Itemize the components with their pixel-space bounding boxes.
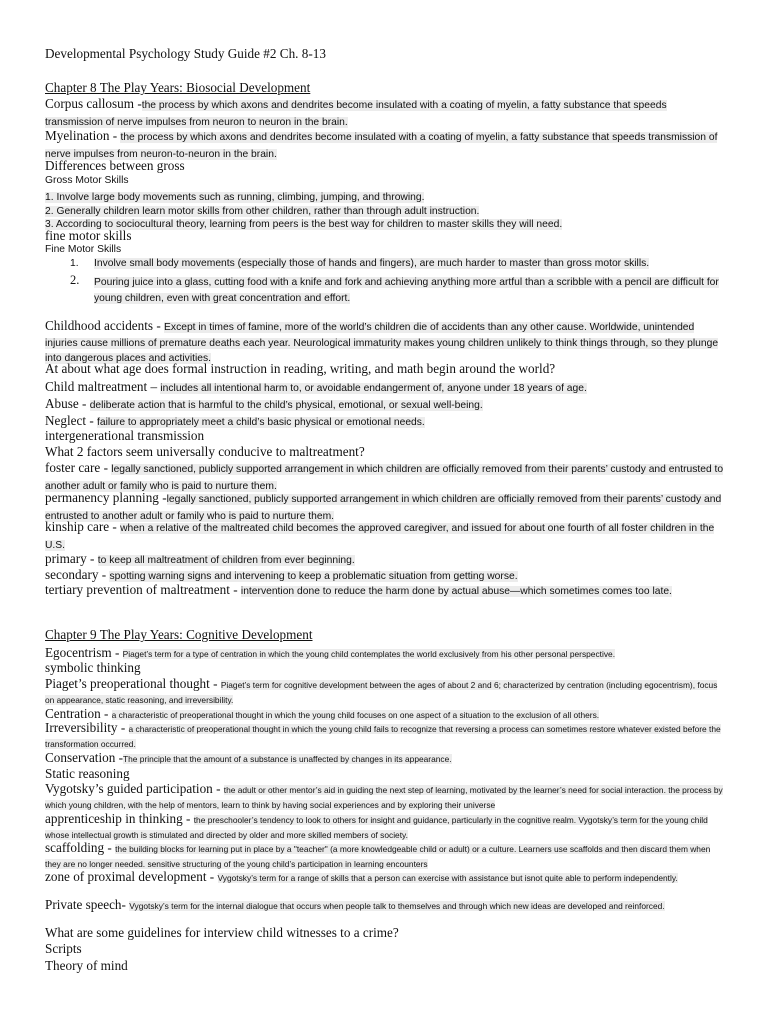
fine-item-2: 2. bbox=[70, 273, 80, 287]
entry-apprenticeship-in-thinking: apprenticeship in thinking - the preschooler’s tendency to look to others for insight and guidance, particularly in the cognitive realm. Vygotsky’s term for the young child whose intellectual growth is stimulated and directed by older and more skilled members of society. bbox=[45, 811, 708, 840]
gross-motor-label: Gross Motor Skills bbox=[45, 175, 129, 186]
fine-motor-heading: fine motor skills bbox=[45, 228, 132, 243]
entry-foster-care: foster care - legally sanctioned, publicly supported arrangement in which children are officially removed from their parents’ custody and entrusted to another adult or family who is paid to nurture them. bbox=[45, 460, 724, 492]
fine-motor-label: Fine Motor Skills bbox=[45, 244, 122, 255]
gross-item-3: 3. According to sociocultural theory, learning from peers is the best way for children to master skills they will need. bbox=[45, 219, 563, 230]
entry-conservation: Conservation -The principle that the amount of a substance is unaffected by changes in its appearance. bbox=[45, 750, 452, 765]
entry-scaffolding: scaffolding - the building blocks for learning put in place by a "teacher" (a more knowledgeable child or adult) or a culture. Learners use scaffolds and then discard them when they are no longer needed. sensitive structuring of the young child’s participation in learning encounters bbox=[45, 840, 711, 869]
theory-of-mind: Theory of mind bbox=[45, 958, 128, 973]
entry-irreversibility: Irreversibility - a characteristic of preoperational thought in which the young child fails to recognize that reversing a process can sometimes restore whatever existed before the transformation occurred. bbox=[45, 720, 721, 749]
entry-secondary-prevention: secondary - spotting warning signs and intervening to keep a problematic situation from getting worse. bbox=[45, 567, 518, 582]
question-maltreatment-factors: What 2 factors seem universally conducive to maltreatment? bbox=[45, 444, 365, 459]
entry-private-speech: Private speech- Vygotsky’s term for the internal dialogue that occurs when people talk to themselves and through which new ideas are developed and reinforced. bbox=[45, 897, 665, 912]
document-title: Developmental Psychology Study Guide #2 Ch. 8-13 bbox=[45, 46, 326, 61]
entry-corpus-callosum: Corpus callosum -the process by which axons and dendrites become insulated with a coating of myelin, a fatty substance that speeds transmission of nerve impulses from neuron to neuron in the brain. bbox=[45, 96, 667, 128]
entry-abuse: Abuse - deliberate action that is harmful to the child’s physical, emotional, or sexual well-being. bbox=[45, 396, 483, 411]
entry-permanency-planning: permanency planning -legally sanctioned, publicly supported arrangement in which children are officially removed from their parents’ custody and entrusted to another adult or family who is paid to nurture them. bbox=[45, 490, 722, 522]
entry-centration: Centration - a characteristic of preoperational thought in which the young child focuses on one aspect of a situation to the exclusion of all others. bbox=[45, 706, 600, 721]
entry-primary-prevention: primary - to keep all maltreatment of children from ever beginning. bbox=[45, 551, 355, 566]
entry-preoperational-thought: Piaget’s preoperational thought - Piaget’s term for cognitive development between the ages of about 2 and 6; characterized by centration (including egocentrism), focus on appearance, static reasoning, and irreversibility. bbox=[45, 676, 718, 705]
entry-childhood-accidents: Childhood accidents - Except in times of famine, more of the world’s children die of accidents than any other cause. Worldwide, unintended injuries cause millions of premature deaths each year. Neurological immaturity makes young children unlikely to think things through, so they plunge into dangerous places and activities. bbox=[45, 318, 719, 364]
question-formal-instruction: At about what age does formal instruction in reading, writing, and math begin around the world? bbox=[45, 361, 556, 376]
entry-kinship-care: kinship care - when a relative of the maltreated child becomes the approved caregiver, and issued for about one fourth of all foster children in the U.S. bbox=[45, 519, 715, 551]
entry-guided-participation: Vygotsky’s guided participation - the adult or other mentor’s aid in guiding the next step of learning, motivated by the learner’s need for social interaction. the process by which young children, with the help of mentors, learn to think by having social experiences and by exploring their universe bbox=[45, 781, 723, 810]
gross-item-1: 1. Involve large body movements such as running, climbing, jumping, and throwing. bbox=[45, 192, 425, 203]
chapter-9-heading: Chapter 9 The Play Years: Cognitive Development bbox=[45, 627, 313, 642]
entry-egocentrism: Egocentrism - Piaget’s term for a type of centration in which the young child contemplates the world exclusively from his other personal perspective. bbox=[45, 645, 616, 660]
fine-item-1: 1. Involve small body movements (especially those of hands and fingers), are much harder to master than gross motor skills. bbox=[70, 258, 650, 269]
intergenerational-transmission: intergenerational transmission bbox=[45, 428, 205, 443]
entry-neglect: Neglect - failure to appropriately meet a child’s basic physical or emotional needs. bbox=[45, 413, 425, 428]
entry-myelination: Myelination - the process by which axons and dendrites become insulated with a coating of myelin, a fatty substance that speeds transmission of nerve impulses from neuron-to-neuron in the brain. bbox=[45, 128, 718, 160]
fine-item-2-text: Pouring juice into a glass, cutting food with a knife and fork and achieving anything more artful than a scribble with a pencil are difficult for young children, even with great concentration and effort. bbox=[94, 277, 719, 304]
entry-child-maltreatment: Child maltreatment – includes all intentional harm to, or avoidable endangerment of, anyone under 18 years of age. bbox=[45, 379, 587, 394]
gross-motor-heading: Differences between gross bbox=[45, 158, 185, 173]
static-reasoning: Static reasoning bbox=[45, 766, 130, 781]
chapter-8-heading: Chapter 8 The Play Years: Biosocial Development bbox=[45, 80, 311, 95]
question-child-witnesses: What are some guidelines for interview child witnesses to a crime? bbox=[45, 925, 399, 940]
symbolic-thinking: symbolic thinking bbox=[45, 660, 141, 675]
entry-tertiary-prevention: tertiary prevention of maltreatment - intervention done to reduce the harm done by actual abuse—which sometimes comes too late. bbox=[45, 582, 672, 597]
gross-item-2: 2. Generally children learn motor skills from other children, rather than through adult instruction. bbox=[45, 206, 480, 217]
entry-zone-of-proximal-development: zone of proximal development - Vygotsky’s term for a range of skills that a person can exercise with assistance but isnot quite able to perform independently. bbox=[45, 869, 678, 884]
scripts: Scripts bbox=[45, 941, 82, 956]
